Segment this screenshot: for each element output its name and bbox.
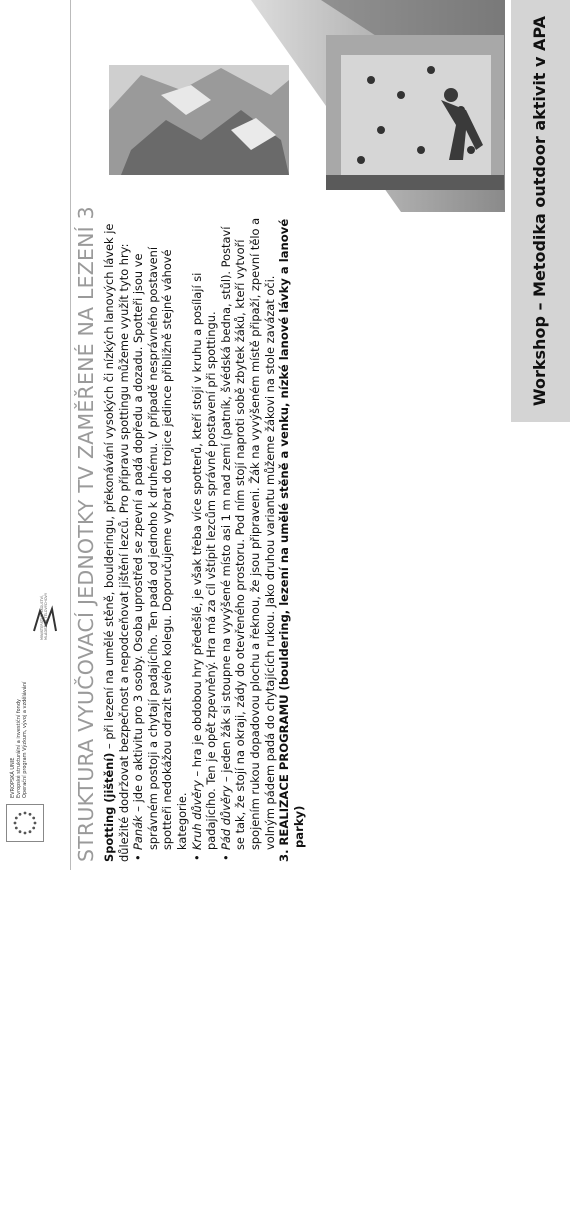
eu-stars-icon [7,805,43,841]
eu-line-3: Operační program Výzkum, vývoj a vzdělávání [22,681,28,798]
intro-paragraph [102,212,131,862]
workshop-caption: Workshop – Metodika outdoor aktivit v APA [530,15,549,407]
games-list [131,212,277,862]
decoration-graphic [71,0,505,212]
eu-line-2: Evropské strukturální a investiční fondy [16,699,22,798]
list-item [131,212,189,850]
slide-content-rotated [72,206,306,862]
intro-bold: Spotting (jištění) [102,752,116,862]
game-name: Kruh důvěry [189,780,204,850]
rock-photo [109,65,289,175]
slide-title: STRUKTURA VYUČOVACÍ JEDNOTKY TV ZAMĚŘENÉ NA LEZENÍ 3 [74,206,98,862]
game-description: – jde o aktivitu pro 3 osoby. Osoba uprostřed se zpevní a padá dopředu a dozadu. Spotteři jsou ve správném postoji a chytají padajícího. Ten padá od jednoho k druhému. V případě nesprávného postavení spotteři nedokážou odrazit svého kolegu. Doporučujeme vybrat do trojice jedince přibližně stejné váhové kategorie. [131,246,189,850]
game-name: Pád důvěry [218,785,233,850]
game-name: Panák [131,815,146,850]
list-item [219,212,277,850]
slide-body [102,212,306,862]
intro-text: – při lezení na umělé stěně, boulderingu, překonávání vysokých či nízkých lanových lávek je důležité dodržovat bezpečnost a nepodceňovat jištění lezců. Pro přípravu spottingu můžeme využít tyto hry: [102,223,131,862]
eu-line-1: EVROPSKÁ UNIE [10,757,16,798]
header-decoration [71,0,505,212]
section-heading: 3. REALIZACE PROGRAMU (bouldering, lezení na umělé stěně a venku, nízké lanové lávky a lanové parky) [277,218,306,862]
game-description: – jeden žák si stoupne na vyvýšené místo asi 1 m nad zemí (patník, švédská bedna, stůl). Postaví se tak, že stojí na okraji, zády do otevřeného prostoru. Pod ním stojí naproti sobě zbytek žáků, kteří vytvoří spojením rukou dopadovou plochu a řeknou, že jsou připraveni. Žák na vyvýšeném místě připaží, zpevní tělo a volným pádem padá do chytajících rukou. Jako druhou variantu můžeme žákovi na stole zavázat oči. [218,217,277,850]
msmt-caption: MINISTERSTVO ŠKOLSTVÍ, MLÁDEŽE A TĚLOVÝCHOVY [40,592,48,640]
list-item [190,212,219,850]
eu-logo [6,804,44,842]
game-description: – hra je obdobou hry předešlé, je však třeba více spotterů, kteří stojí v kruhu a posílají si padajícího. Ten je opět zpevněný. Hra má za cíl vštípit lezcům správné postavení při spottingu. [189,272,219,850]
climbing-photo [326,35,504,190]
eu-logo-caption [10,658,28,798]
